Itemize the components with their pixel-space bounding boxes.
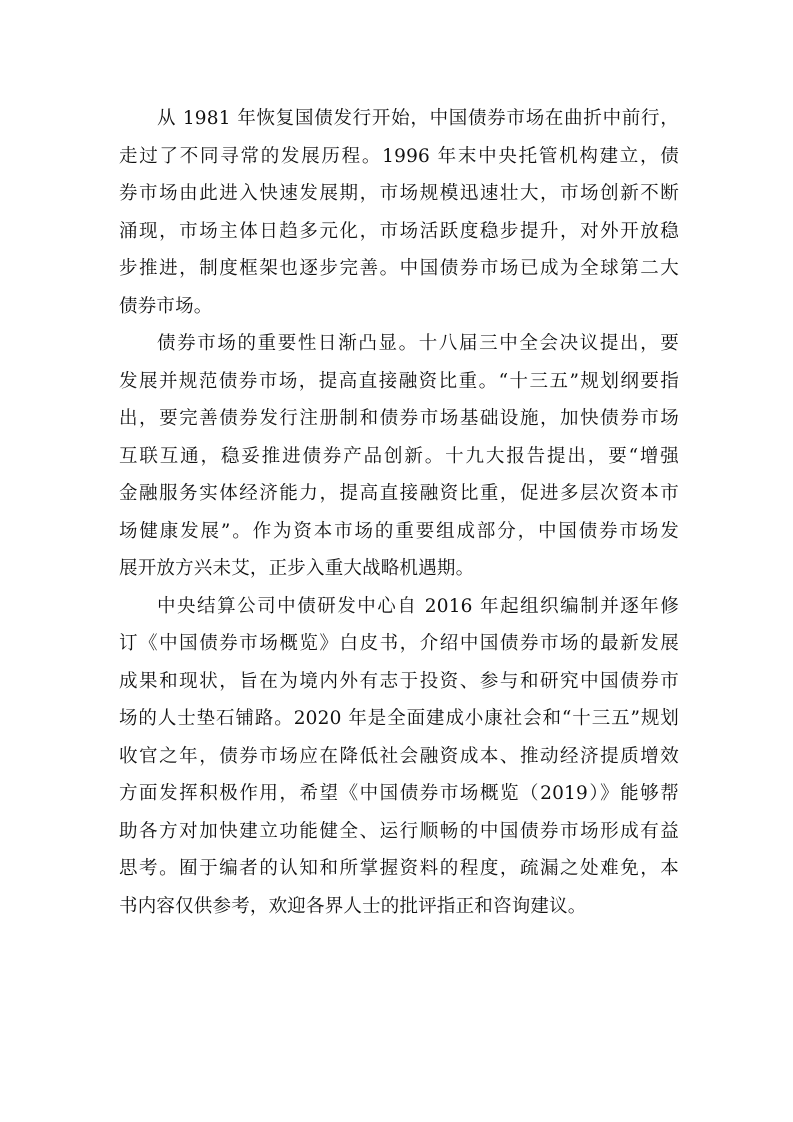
text-line: 走过了不同寻常的发展历程。1996 年末中央托管机构建立，债: [119, 145, 679, 167]
text-line: 发展并规范债券市场，提高直接融资比重。“十三五”规划纲要指: [119, 370, 679, 392]
text-line: 场健康发展”。作为资本市场的重要组成部分，中国债券市场发: [119, 520, 679, 542]
text-line: 从 1981 年恢复国债发行开始，中国债券市场在曲折中前行，: [157, 108, 679, 129]
text-line: 订《中国债券市场概览》白皮书，介绍中国债券市场的最新发展: [119, 633, 679, 654]
paragraph-2: [119, 325, 679, 588]
text-line: 互联互通，稳妥推进债券产品创新。十九大报告提出，要“增强: [119, 445, 679, 467]
text-line: 涌现，市场主体日趋多元化，市场活跃度稳步提升，对外开放稳: [119, 220, 679, 242]
body-text: [119, 100, 679, 925]
text-line: 收官之年，债券市场应在降低社会融资成本、推动经济提质增效: [119, 745, 679, 767]
text-line: 助各方对加快建立功能健全、运行顺畅的中国债券市场形成有益: [119, 820, 679, 842]
text-line: 中央结算公司中债研发中心自 2016 年起组织编制并逐年修: [157, 595, 679, 617]
text-line: 步推进，制度框架也逐步完善。中国债券市场已成为全球第二大: [119, 258, 679, 279]
text-line: 方面发挥积极作用，希望《中国债券市场概览（2019）》能够帮: [119, 783, 679, 804]
text-line: 成果和现状，旨在为境内外有志于投资、参与和研究中国债券市: [119, 670, 679, 692]
text-line: 金融服务实体经济能力，提高直接融资比重，促进多层次资本市: [119, 483, 679, 504]
text-line: 债券市场的重要性日渐凸显。十八届三中全会决议提出，要: [157, 333, 679, 354]
text-line: 场的人士垫石铺路。2020 年是全面建成小康社会和“十三五”规划: [119, 708, 679, 729]
text-line: 思考。囿于编者的认知和所掌握资料的程度，疏漏之处难免，本: [119, 858, 679, 879]
text-line: 展开放方兴未艾，正步入重大战略机遇期。: [119, 558, 475, 579]
text-line: 券市场由此进入快速发展期，市场规模迅速壮大，市场创新不断: [119, 183, 679, 204]
text-line: 债券市场。: [119, 295, 213, 317]
text-line: 书内容仅供参考，欢迎各界人士的批评指正和咨询建议。: [119, 895, 587, 917]
text-line: 出，要完善债券发行注册制和债券市场基础设施，加快债券市场: [119, 408, 679, 429]
paragraph-1: [119, 100, 679, 325]
paragraph-3: [119, 588, 679, 926]
